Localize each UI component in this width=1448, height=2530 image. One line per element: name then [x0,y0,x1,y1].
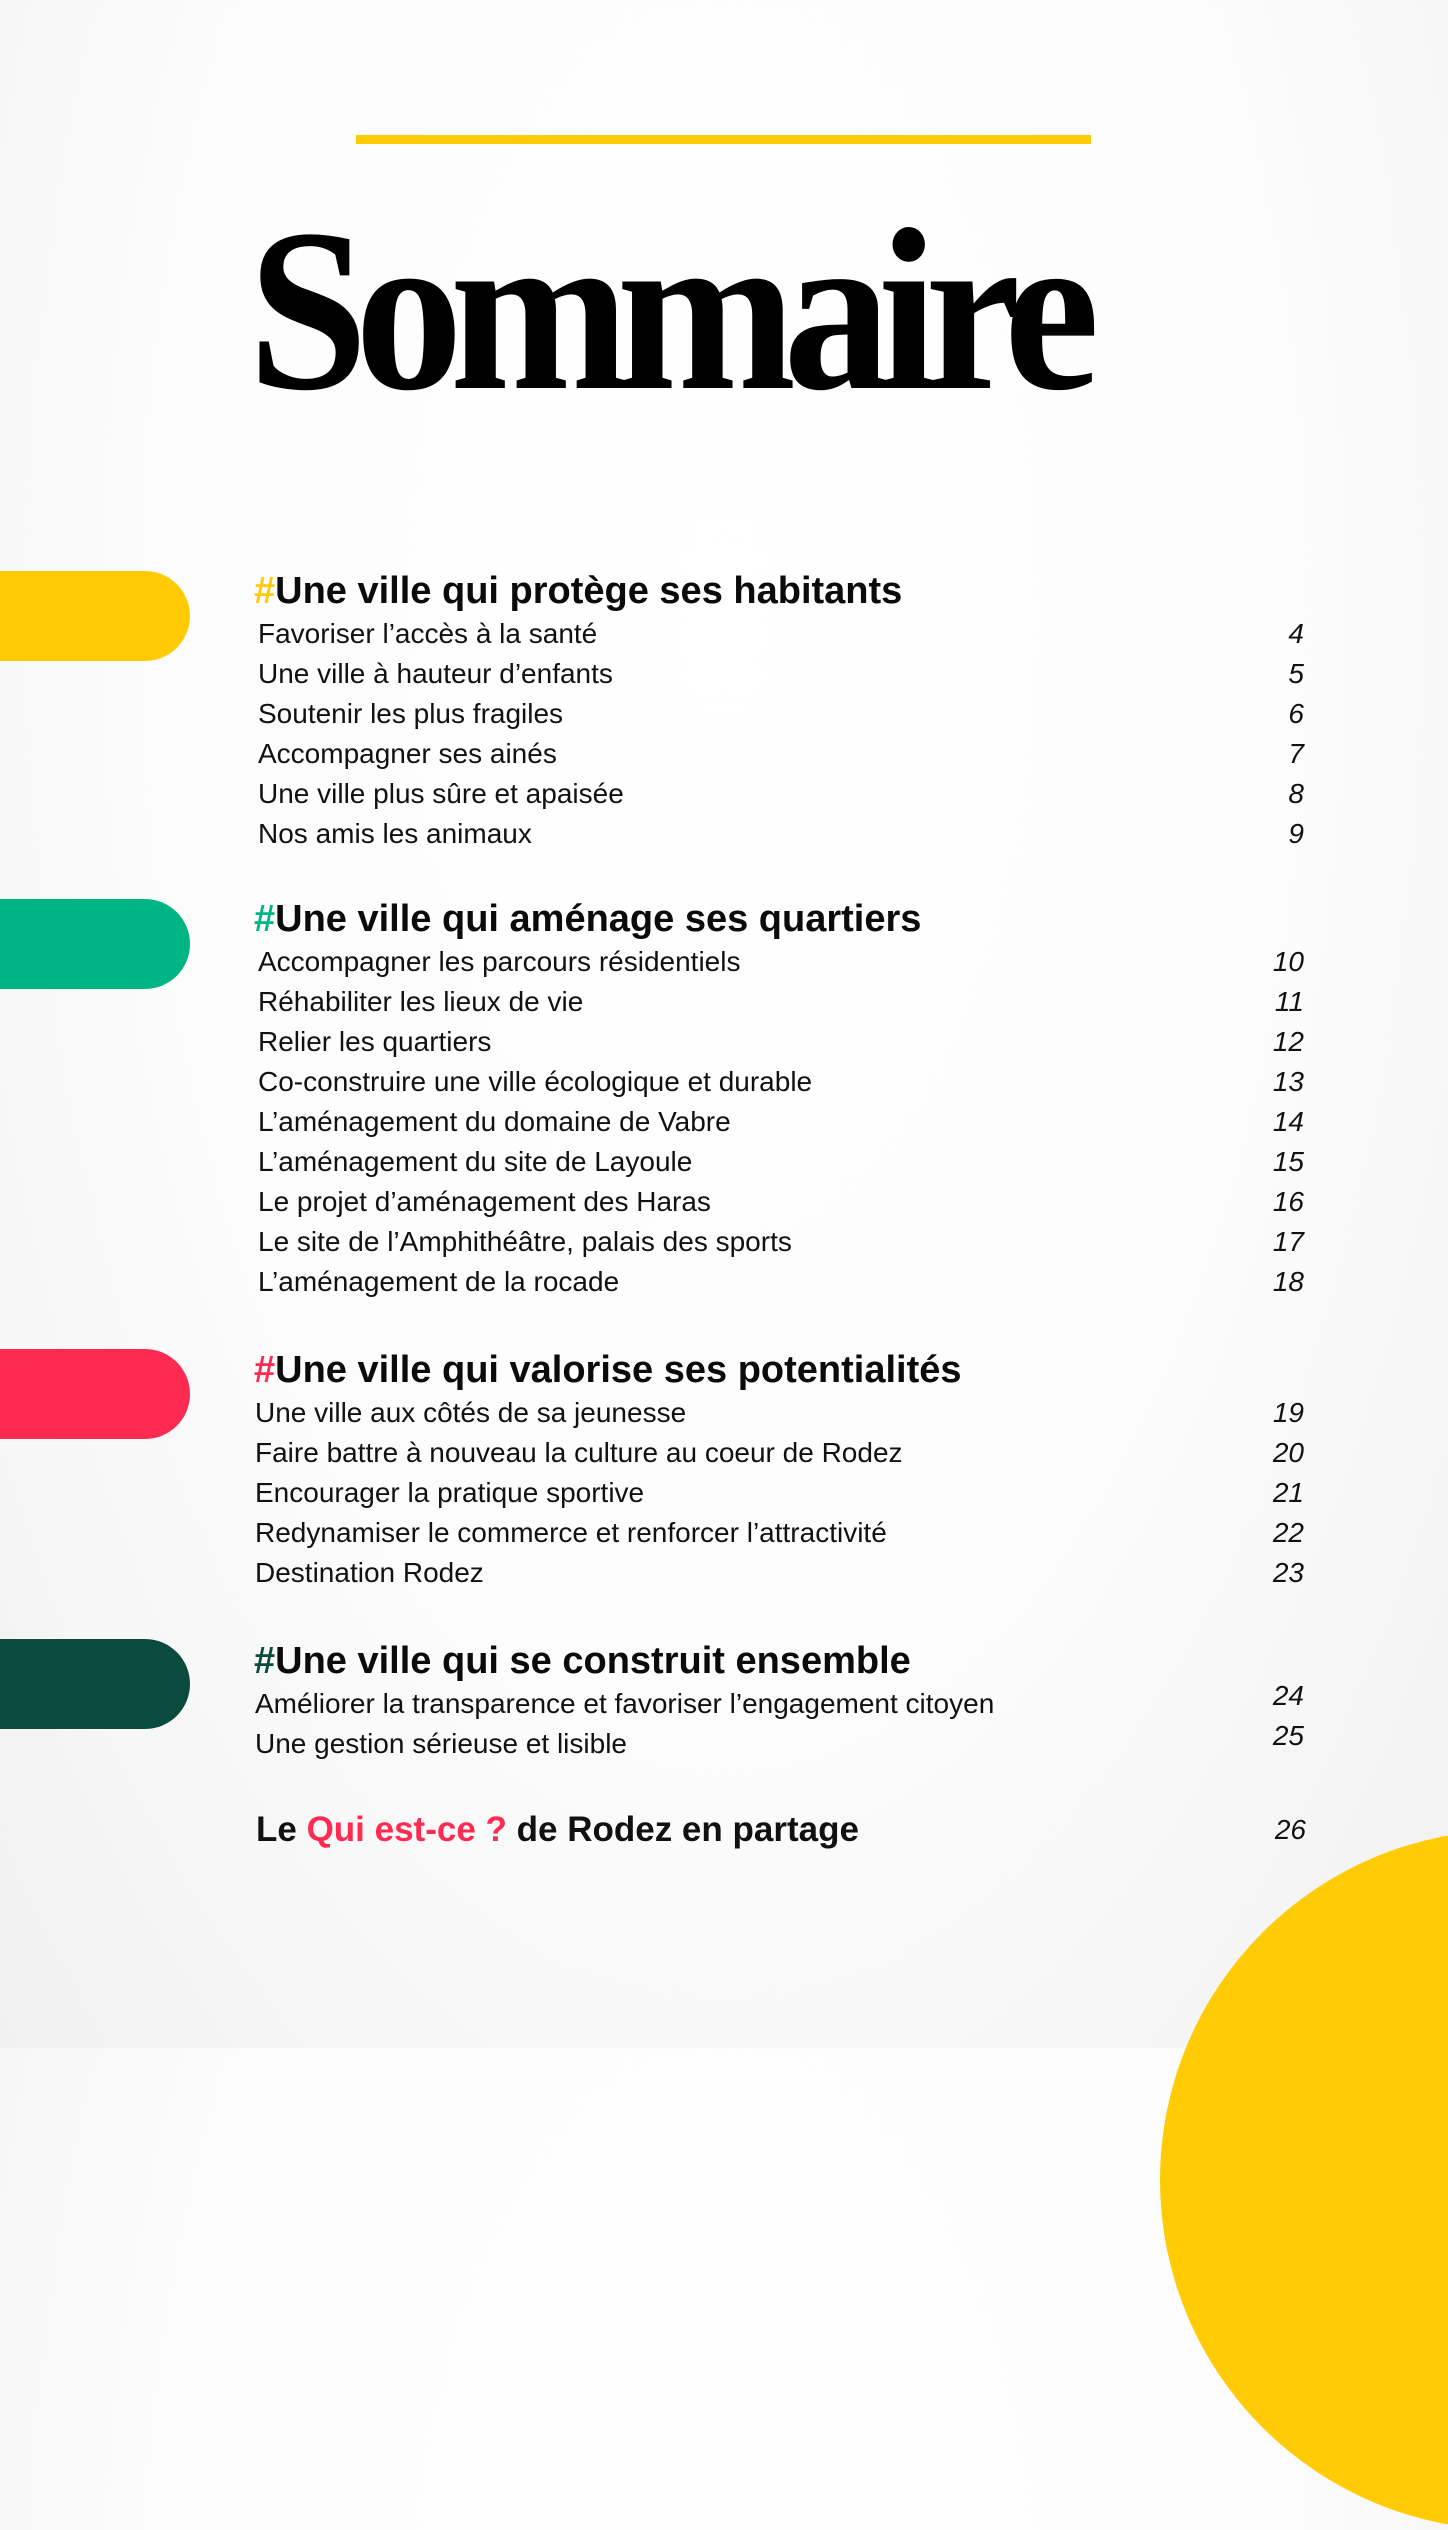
toc-entry-label: Soutenir les plus fragiles [258,698,564,729]
toc-entry-label: Redynamiser le commerce et renforcer l’attractivité [255,1517,887,1548]
section-heading[interactable] [254,568,1304,614]
page-number: 21 [1272,1477,1304,1508]
section-heading[interactable] [254,1347,1304,1393]
decorative-corner-circle [1160,1830,1448,2530]
section-heading-text: Une ville qui protège ses habitants [275,570,903,612]
toc-entry-label: Une gestion sérieuse et lisible [255,1728,627,1759]
page-number: 8 [1288,778,1304,809]
toc-entry-label: Le site de l’Amphithéâtre, palais des sports [258,1226,792,1257]
toc-entry[interactable] [254,1022,1304,1062]
final-entry-highlight: Qui est-ce ? [306,1810,507,1849]
toc-entry[interactable] [254,982,1304,1022]
toc-entry-qui-est-ce[interactable] [256,1806,1306,1854]
section-heading-text: Une ville qui valorise ses potentialités [275,1349,962,1391]
toc-entry-label: Co-construire une ville écologique et durable [258,1066,813,1097]
toc-entry[interactable] [254,1393,1304,1433]
toc-entry-label: Une ville aux côtés de sa jeunesse [255,1397,687,1428]
section-2-color-tab [0,899,190,989]
toc-entry-label: Une ville à hauteur d’enfants [258,658,613,689]
page-number: 9 [1288,818,1304,849]
toc-entry-label: Accompagner ses ainés [258,738,557,769]
page-number: 23 [1272,1557,1304,1588]
page-number: 6 [1288,698,1304,729]
page-number: 26 [1274,1814,1306,1845]
toc-entry[interactable] [254,1182,1304,1222]
toc-entry-label: Une ville plus sûre et apaisée [258,778,624,809]
page-number: 14 [1272,1106,1304,1137]
page-number: 19 [1272,1397,1304,1428]
page-number: 15 [1272,1146,1304,1177]
toc-entry-label: Encourager la pratique sportive [255,1477,645,1508]
toc-entry[interactable] [254,814,1304,854]
page-number: 17 [1272,1226,1304,1257]
final-entry-prefix: Le [256,1810,307,1849]
toc-entry[interactable] [254,1680,1304,1724]
page-number: 20 [1272,1437,1304,1468]
toc-entry[interactable] [254,1473,1304,1513]
page-number: 4 [1288,618,1304,649]
section-4-color-tab [0,1639,190,1729]
toc-entry[interactable] [254,1102,1304,1142]
section-heading[interactable] [254,896,1304,942]
toc-entry[interactable] [254,1262,1304,1302]
toc-entry[interactable] [254,1720,1304,1764]
top-accent-rule [356,135,1091,144]
toc-entry[interactable] [254,1433,1304,1473]
page-number: 18 [1272,1266,1304,1297]
toc-entry-label: L’aménagement de la rocade [258,1266,620,1297]
section-3-color-tab [0,1349,190,1439]
page-number: 16 [1272,1186,1304,1217]
toc-entry-label: Relier les quartiers [258,1026,492,1057]
toc-entry[interactable] [254,1142,1304,1182]
page-number: 24 [1272,1680,1304,1711]
toc-entry-label: Faire battre à nouveau la culture au coeur de Rodez [255,1437,903,1468]
page-number: 5 [1288,658,1304,689]
hashtag-symbol: # [254,570,276,612]
toc-entry-label: Accompagner les parcours résidentiels [258,946,741,977]
toc-entry-label: Nos amis les animaux [258,818,532,849]
toc-entry[interactable] [254,774,1304,814]
toc-entry[interactable] [254,1513,1304,1553]
toc-entry[interactable] [254,614,1304,654]
section-heading-text: Une ville qui aménage ses quartiers [275,898,922,940]
page-number: 10 [1272,946,1304,977]
final-entry-suffix: de Rodez en partage [506,1810,859,1849]
toc-entry-label: Réhabiliter les lieux de vie [258,986,584,1017]
page-number: 25 [1272,1720,1304,1751]
toc-entry-label: Le projet d’aménagement des Haras [258,1186,711,1217]
toc-section-4 [254,1638,1304,1764]
section-1-color-tab [0,571,190,661]
page-number: 7 [1288,738,1304,769]
toc-entry-label: L’aménagement du site de Layoule [258,1146,693,1177]
toc-section-2 [254,896,1304,1302]
hashtag-symbol: # [254,1349,276,1391]
toc-entry[interactable] [254,694,1304,734]
toc-entry[interactable] [254,654,1304,694]
hashtag-symbol: # [254,898,276,940]
section-heading-text: Une ville qui se construit ensemble [275,1640,911,1682]
toc-entry[interactable] [254,942,1304,982]
section-heading[interactable] [254,1638,1304,1684]
toc-entry-label: Améliorer la transparence et favoriser l’engagement citoyen [255,1688,995,1719]
toc-entry[interactable] [254,734,1304,774]
toc-entry[interactable] [254,1553,1304,1593]
toc-entry-label: Favoriser l’accès à la santé [258,618,598,649]
hashtag-symbol: # [254,1640,276,1682]
toc-entry[interactable] [254,1222,1304,1262]
toc-entry-label: Destination Rodez [255,1557,484,1588]
page-number: 22 [1272,1517,1304,1548]
toc-entry[interactable] [254,1062,1304,1102]
page-number: 11 [1274,986,1304,1017]
page-number: 12 [1272,1026,1304,1057]
toc-entry-label: L’aménagement du domaine de Vabre [258,1106,731,1137]
page-title: Sommaire [248,182,1087,439]
page-number: 13 [1272,1066,1304,1097]
toc-section-3 [254,1347,1304,1593]
toc-section-1 [254,568,1304,854]
